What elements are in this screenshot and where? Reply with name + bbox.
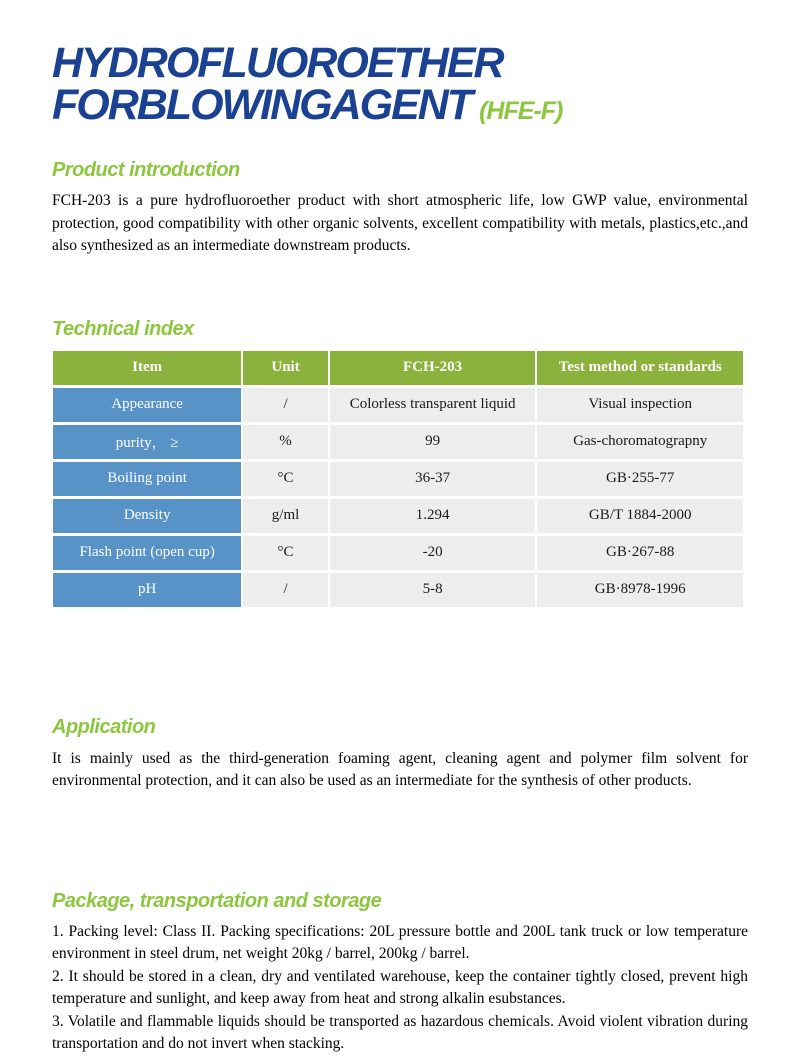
table-value-cell: GB·8978-1996 [536,572,744,609]
page-title-line2-text: FORBLOWINGAGENT [52,81,472,129]
table-row [52,572,744,609]
table-value-cell: 36-37 [329,461,537,498]
table-value-cell: 1.294 [329,498,537,535]
table-row [52,387,744,424]
section-application [52,716,748,793]
table-value-cell: Visual inspection [536,387,744,424]
package-paragraphs [52,921,748,1056]
page-title-line1: HYDROFLUOROETHER [52,39,503,87]
application-paragraph: It is mainly used as the third-generation foaming agent, cleaning agent and polymer film solvent for environmental protection, and it can also be used as an intermediate for the synthesis of other products. [52,749,748,789]
table-item-cell: Flash point (open cup) [52,535,242,572]
table-value-cell: °C [242,461,329,498]
page-title-line2 [52,81,748,132]
table-value-cell: GB·255-77 [536,461,744,498]
table-value-cell: 99 [329,424,537,461]
table-header-row [52,350,744,387]
table-item-cell: pH [52,572,242,609]
table-item-cell: Appearance [52,387,242,424]
page-title [52,39,748,132]
application-heading: Application [52,715,156,738]
table-row [52,535,744,572]
package-paragraph: 3. Volatile and flammable liquids should be transported as hazardous chemicals. Avoid violent vibration during transportation and do not invert when stacking. [52,1012,748,1052]
table-row [52,461,744,498]
table-header-cell: Item [52,350,242,387]
table-item-cell: purity， ≥ [52,424,242,461]
product-introduction-heading: Product introduction [52,159,240,181]
table-row [52,424,744,461]
package-paragraph: 2. It should be stored in a clean, dry and ventilated warehouse, keep the container tightly closed, prevent high temperature and sunlight, and keep away from heat and strong alkalin esubstances. [52,967,748,1007]
table-header-cell: Unit [242,350,329,387]
table-value-cell: GB·267-88 [536,535,744,572]
table-value-cell: -20 [329,535,537,572]
table-value-cell: 5-8 [329,572,537,609]
section-package-transportation-storage [52,890,748,1056]
technical-index-table [52,350,744,609]
table-value-cell: °C [242,535,329,572]
table-header-cell: Test method or standards [536,350,744,387]
page-title-suffix: (HFE-F) [479,97,563,125]
table-header-cell: FCH-203 [329,350,537,387]
product-introduction-paragraph: FCH-203 is a pure hydrofluoroether product with short atmospheric life, low GWP value, environmental protection, good compatibility with other organic solvents, excellent compatibility with metals, plastics,etc.,and also synthesized as an intermediate downstream products. [52,192,748,254]
table-value-cell: Colorless transparent liquid [329,387,537,424]
section-technical-index [52,318,748,609]
table-value-cell: / [242,572,329,609]
package-heading: Package, transportation and storage [52,889,382,912]
table-value-cell: Gas-choromatograpny [536,424,744,461]
table-value-cell: / [242,387,329,424]
package-paragraph: 1. Packing level: Class II. Packing specifications: 20L pressure bottle and 200L tank truck or low temperature environment in steel drum, net weight 20kg / barrel, 200kg / barrel. [52,922,748,962]
table-item-cell: Density [52,498,242,535]
table-value-cell: GB/T 1884-2000 [536,498,744,535]
section-product-introduction [52,159,748,258]
table-row [52,498,744,535]
table-value-cell: g/ml [242,498,329,535]
table-item-cell: Boiling point [52,461,242,498]
table-value-cell: % [242,424,329,461]
table-body [52,387,744,609]
technical-index-heading: Technical index [52,317,194,340]
